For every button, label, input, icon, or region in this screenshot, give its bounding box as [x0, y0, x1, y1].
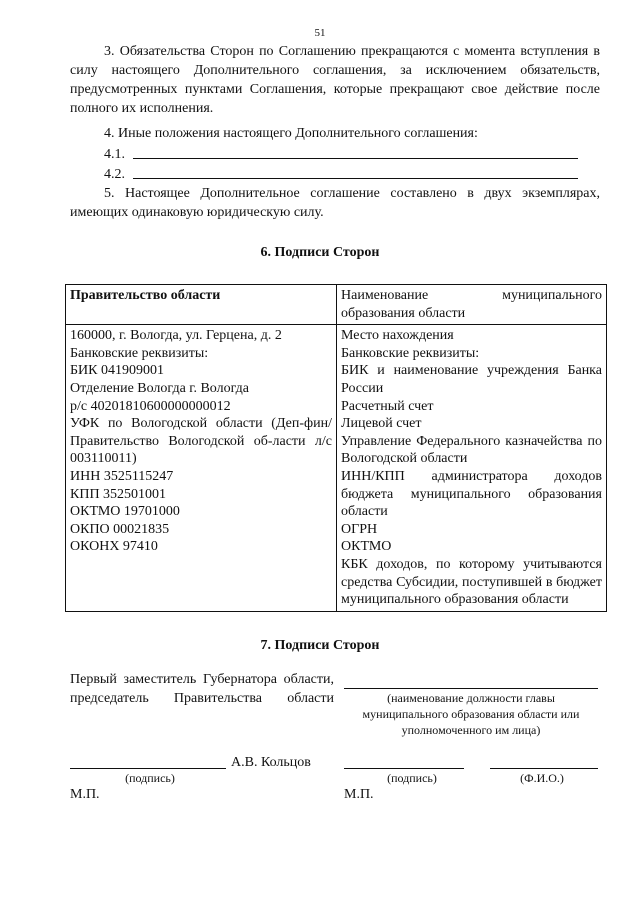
table-row: ОКПО 00021835 — [70, 521, 170, 537]
table-row: 160000, г. Вологда, ул. Герцена, д. 2 — [70, 328, 282, 344]
table-row: ОГРН — [341, 521, 378, 537]
table-row: Управление Федерального казначейства по Вологодской области — [341, 433, 602, 467]
left-party-details — [66, 325, 337, 612]
clause-3-number: 3. — [104, 44, 115, 59]
right-stamp-place: М.П. — [344, 787, 374, 802]
page-number: 51 — [314, 27, 326, 39]
right-fio-caption: (Ф.И.О.) — [520, 771, 564, 785]
right-party-details — [337, 325, 607, 612]
clause-4 — [70, 124, 600, 143]
clause-4-2-blank — [133, 178, 578, 179]
table-header-row — [66, 285, 607, 325]
table-row: ОКОНХ 97410 — [70, 539, 158, 555]
table-row: Отделение Вологда г. Вологда — [70, 380, 249, 396]
right-fio-line — [490, 768, 598, 769]
table-row: ИНН/КПП администратора доходов бюджета муниципального образования области — [341, 468, 602, 520]
table-row: ИНН 3525115247 — [70, 468, 174, 484]
table-row: Банковские реквизиты: — [341, 345, 480, 361]
left-signature-line — [70, 768, 226, 769]
table-row: ОКТМО — [341, 539, 392, 555]
clause-4-1-blank — [133, 158, 578, 159]
right-position-caption: (наименование должности главы муниципального образования области или уполномоченного им лица) — [362, 691, 580, 737]
clause-3-text: Обязательства Сторон по Соглашению прекращаются с момента вступления в силу настоящего Дополнительного соглашения, за исключением обязательств, предусмотренных пунктами Соглашения, которые прекращают свое действие после полного их исполнения. — [70, 44, 600, 116]
clause-4-2-label: 4.2. — [104, 167, 125, 182]
left-signature-caption: (подпись) — [125, 771, 175, 785]
clause-4-text: 4. Иные положения настоящего Дополнительного соглашения: — [104, 126, 478, 141]
table-row: КБК доходов, по которому учитываются средства Субсидии, поступившей в бюджет муниципального образования области — [341, 556, 602, 608]
section-6-title: 6. Подписи Сторон — [260, 245, 380, 260]
clause-5 — [70, 184, 600, 222]
table-details-row — [66, 325, 607, 612]
left-signatory-title: Первый заместитель Губернатора области, председатель Правительства области — [70, 672, 334, 706]
right-signature-caption: (подпись) — [387, 771, 437, 785]
right-signature-line — [344, 768, 464, 769]
left-party-header-cell — [66, 285, 337, 325]
right-position-blank — [344, 688, 598, 689]
table-row: Банковские реквизиты: — [70, 345, 209, 361]
table-row: Расчетный счет — [341, 398, 434, 414]
left-party-header: Правительство области — [70, 288, 221, 303]
clause-4-1-label: 4.1. — [104, 147, 125, 162]
right-party-header: Наименование муниципального образования области — [341, 288, 602, 321]
left-signatory-name: А.В. Кольцов — [231, 755, 311, 770]
table-row: ОКТМО 19701000 — [70, 504, 180, 520]
table-row: БИК и наименование учреждения Банка России — [341, 363, 602, 396]
table-row: БИК 041909001 — [70, 363, 164, 379]
right-party-header-cell — [337, 285, 607, 325]
clause-5-text: 5. Настоящее Дополнительное соглашение составлено в двух экземплярах, имеющих одинаковую юридическую силу. — [70, 186, 600, 220]
table-row: КПП 352501001 — [70, 486, 167, 502]
parties-table — [65, 284, 607, 612]
section-7-title: 7. Подписи Сторон — [260, 638, 380, 653]
left-stamp-place: М.П. — [70, 787, 100, 802]
table-row: Место нахождения — [341, 328, 454, 344]
table-row: Лицевой счет — [341, 416, 422, 432]
table-row: р/с 40201810600000000012 — [70, 398, 231, 414]
clause-3 — [70, 42, 600, 118]
table-row: УФК по Вологодской области (Деп-фин/Правительство Вологодской об-ласти л/с 003110011) — [70, 416, 332, 467]
